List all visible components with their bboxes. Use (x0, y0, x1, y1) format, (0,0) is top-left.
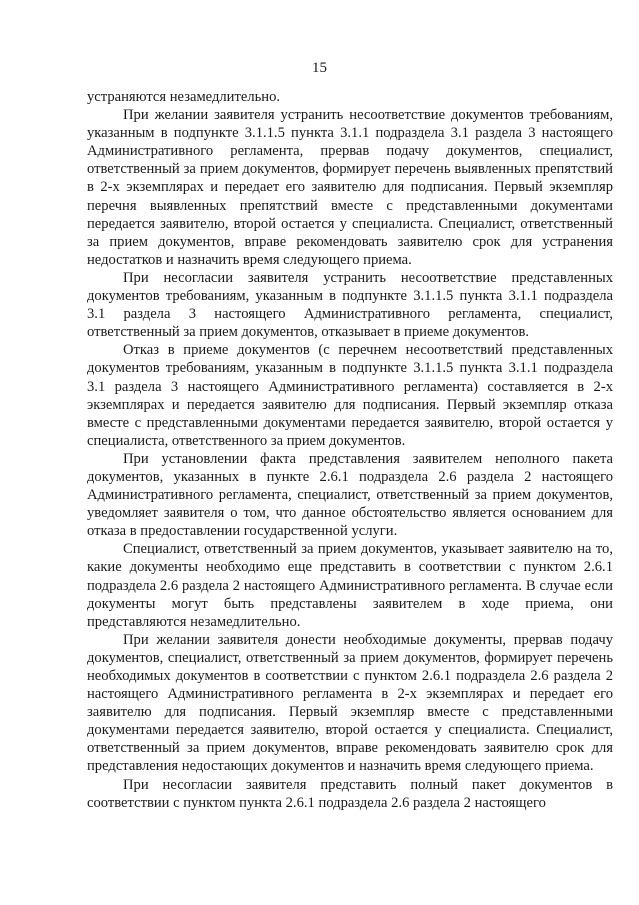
paragraph: При несогласии заявителя представить полный пакет документов в соответствии с пунктом пункта 2.6.1 подраздела 2.6 раздела 2 настоящего (87, 776, 613, 811)
paragraph: При желании заявителя донести необходимые документы, прервав подачу документов, специалист, ответственный за прием документов, формирует перечень необходимых документов в соответствии с пунктом 2.6.1 подраздела 2.6 раздела 2 настоящего Административного регламента в 2-х экземплярах и передает его заявителю для подписания. Первый экземпляр вместе с представленными документами передается заявителю, второй остается у специалиста. Специалист, ответственный за прием документов, вправе рекомендовать заявителю срок для представления недостающих документов и назначить время следующего приема. (87, 631, 613, 775)
document-body (87, 88, 613, 812)
paragraph: При несогласии заявителя устранить несоответствие представленных документов требованиям, указанным в подпункте 3.1.1.5 пункта 3.1.1 подраздела 3.1 раздела 3 настоящего Административного регламента, специалист, ответственный за прием документов, отказывает в приеме документов. (87, 269, 613, 341)
paragraph: Отказ в приеме документов (с перечнем несоответствий представленных документов требованиям, указанным в подпункте 3.1.1.5 пункта 3.1.1 подраздела 3.1 раздела 3 настоящего Административного регламента) составляется в 2-х экземплярах и передается заявителю для подписания. Первый экземпляр отказа вместе с представленными документами передается заявителю, второй остается у специалиста, ответственного за прием документов. (87, 342, 613, 449)
page-number: 15 (312, 60, 327, 76)
paragraph: При установлении факта представления заявителем неполного пакета документов, указанных в пункте 2.6.1 подраздела 2.6 раздела 2 настоящего Административного регламента, специалист, ответственный за прием документов, уведомляет заявителя о том, что данное обстоятельство является основанием для отказа в предоставлении государственной услуги. (87, 450, 613, 540)
paragraph: При желании заявителя устранить несоответствие документов требованиям, указанным в подпункте 3.1.1.5 пункта 3.1.1 подраздела 3.1 раздела 3 настоящего Административного регламента, прервав подачу документов, специалист, ответственный за прием документов, формирует перечень выявленных препятствий в 2-х экземплярах и передает его заявителю для подписания. Первый экземпляр перечня выявленных препятствий вместе с представленными документами передается заявителю, второй остается у специалиста. Специалист, ответственный за прием документов, вправе рекомендовать заявителю срок для устранения недостатков и назначить время следующего приема. (87, 107, 613, 268)
paragraph: Специалист, ответственный за прием документов, указывает заявителю на то, какие документы необходимо еще представить в соответствии с пунктом 2.6.1 подраздела 2.6 раздела 2 настоящего Административного регламента. В случае если документы могут быть представлены заявителем в ходе приема, они представляются незамедлительно. (87, 541, 613, 630)
paragraph: устраняются незамедлительно. (87, 89, 281, 105)
